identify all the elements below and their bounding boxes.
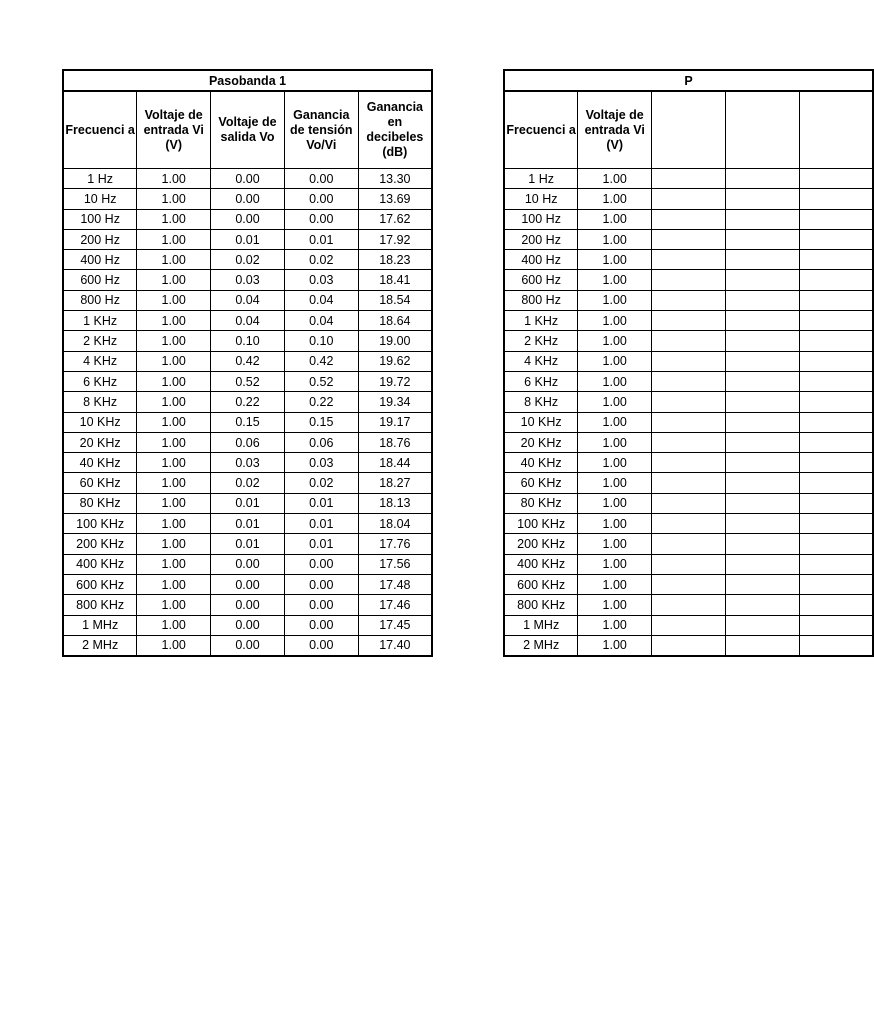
table-cell: 19.00	[358, 331, 432, 351]
data-table-partial	[503, 69, 874, 657]
table-cell	[725, 250, 799, 270]
table-cell: 18.27	[358, 473, 432, 493]
table-cell: 0.00	[211, 595, 285, 615]
table-cell: 800 KHz	[504, 595, 578, 615]
table-body	[504, 169, 873, 657]
table-cell: 800 Hz	[504, 290, 578, 310]
table-cell: 4 KHz	[63, 351, 137, 371]
table-cell: 18.64	[358, 311, 432, 331]
table-cell: 1.00	[578, 554, 652, 574]
table-cell: 600 KHz	[504, 574, 578, 594]
table-cell	[799, 595, 873, 615]
table-cell: 1 Hz	[504, 169, 578, 189]
table-cell: 1 KHz	[63, 311, 137, 331]
table-cell: 1.00	[578, 250, 652, 270]
column-header-voltaje-salida: Voltaje de salida Vo	[211, 91, 285, 169]
table-cell	[799, 250, 873, 270]
table-cell: 20 KHz	[504, 432, 578, 452]
table-cell: 1.00	[578, 574, 652, 594]
table-cell	[652, 615, 726, 635]
table-cell: 0.01	[284, 493, 358, 513]
table-cell: 0.00	[284, 574, 358, 594]
table-cell: 1.00	[578, 635, 652, 656]
table-cell: 0.01	[284, 534, 358, 554]
table-cell: 0.06	[211, 432, 285, 452]
table-cell	[725, 311, 799, 331]
table-cell: 18.23	[358, 250, 432, 270]
table-cell: 1.00	[578, 473, 652, 493]
table-cell	[799, 392, 873, 412]
table-row	[504, 189, 873, 209]
table-cell: 0.04	[284, 290, 358, 310]
table-cell: 1.00	[578, 229, 652, 249]
table-cell: 1.00	[137, 554, 211, 574]
table-cell	[725, 595, 799, 615]
table-cell: 1.00	[578, 432, 652, 452]
table-row	[504, 554, 873, 574]
table-cell: 0.00	[284, 169, 358, 189]
table-cell: 17.76	[358, 534, 432, 554]
table-cell: 40 KHz	[504, 453, 578, 473]
table-cell: 18.04	[358, 514, 432, 534]
table-cell: 0.04	[284, 311, 358, 331]
table-row	[504, 351, 873, 371]
table-cell	[652, 473, 726, 493]
column-header-voltaje-entrada: Voltaje de entrada Vi (V)	[137, 91, 211, 169]
table-cell: 19.34	[358, 392, 432, 412]
table-cell: 0.03	[284, 270, 358, 290]
table-cell	[652, 351, 726, 371]
table-cell: 1.00	[578, 615, 652, 635]
table-cell	[652, 574, 726, 594]
table-cell: 0.15	[284, 412, 358, 432]
table-cell: 1.00	[578, 412, 652, 432]
table-row	[504, 635, 873, 656]
table-row	[504, 412, 873, 432]
table-cell	[799, 189, 873, 209]
table-row	[504, 331, 873, 351]
table-cell: 0.03	[284, 453, 358, 473]
table-cell	[725, 635, 799, 656]
table-row	[504, 432, 873, 452]
table-cell	[725, 554, 799, 574]
table-cell: 0.10	[284, 331, 358, 351]
table-cell: 1.00	[137, 331, 211, 351]
table-cell: 1.00	[137, 412, 211, 432]
table-cell: 1.00	[137, 534, 211, 554]
table-cell	[799, 493, 873, 513]
table-cell: 19.62	[358, 351, 432, 371]
table-cell	[652, 514, 726, 534]
table-cell	[725, 270, 799, 290]
table-cell: 400 KHz	[63, 554, 137, 574]
table-cell: 1 KHz	[504, 311, 578, 331]
table-cell: 17.48	[358, 574, 432, 594]
table-cell	[799, 635, 873, 656]
table-cell: 100 KHz	[504, 514, 578, 534]
table-cell: 1.00	[578, 351, 652, 371]
table-cell: 1.00	[137, 615, 211, 635]
table-row	[504, 574, 873, 594]
table-cell: 1.00	[137, 371, 211, 391]
table-cell	[652, 311, 726, 331]
table-cell: 17.92	[358, 229, 432, 249]
table-cell	[652, 290, 726, 310]
table-cell: 0.06	[284, 432, 358, 452]
table-cell: 1.00	[578, 209, 652, 229]
table-cell: 10 Hz	[63, 189, 137, 209]
table-cell: 0.00	[211, 209, 285, 229]
table-cell: 1.00	[578, 453, 652, 473]
table-cell	[652, 270, 726, 290]
column-header-empty	[725, 91, 799, 169]
table-cell: 0.10	[211, 331, 285, 351]
column-header-empty	[799, 91, 873, 169]
table-cell: 0.04	[211, 290, 285, 310]
table-cell: 1.00	[137, 311, 211, 331]
table-row	[504, 514, 873, 534]
table-cell	[799, 371, 873, 391]
table-cell: 0.22	[211, 392, 285, 412]
table-cell: 0.01	[211, 534, 285, 554]
table-cell: 18.13	[358, 493, 432, 513]
table-cell: 60 KHz	[63, 473, 137, 493]
table-cell: 100 Hz	[504, 209, 578, 229]
table-cell	[652, 412, 726, 432]
table-cell: 1.00	[578, 169, 652, 189]
table-cell	[725, 574, 799, 594]
table-row	[504, 615, 873, 635]
table-row	[504, 209, 873, 229]
table-cell	[725, 392, 799, 412]
table-cell: 2 MHz	[63, 635, 137, 656]
table-cell: 17.45	[358, 615, 432, 635]
table-cell	[799, 169, 873, 189]
table-row	[504, 250, 873, 270]
table-cell	[652, 209, 726, 229]
table-cell: 20 KHz	[63, 432, 137, 452]
table-cell: 800 KHz	[63, 595, 137, 615]
table-cell: 0.42	[211, 351, 285, 371]
table-cell	[652, 432, 726, 452]
table-cell: 1.00	[578, 371, 652, 391]
table-cell: 0.00	[284, 635, 358, 656]
table-cell	[725, 534, 799, 554]
table-cell: 0.00	[284, 554, 358, 574]
table-cell: 60 KHz	[504, 473, 578, 493]
column-header-voltaje-entrada: Voltaje de entrada Vi (V)	[578, 91, 652, 169]
table-cell: 1.00	[137, 189, 211, 209]
table-cell: 18.76	[358, 432, 432, 452]
table-row	[504, 453, 873, 473]
table-cell	[799, 351, 873, 371]
table-cell: 600 KHz	[63, 574, 137, 594]
table-cell: 0.02	[211, 473, 285, 493]
table-cell: 1.00	[578, 595, 652, 615]
table-cell: 10 Hz	[504, 189, 578, 209]
table-cell: 1.00	[137, 453, 211, 473]
column-header-ganancia-db: Ganancia en decibeles (dB)	[358, 91, 432, 169]
table-cell: 1.00	[137, 270, 211, 290]
table-cell: 800 Hz	[63, 290, 137, 310]
table-cell	[799, 514, 873, 534]
table-cell: 1.00	[578, 290, 652, 310]
table-cell: 1.00	[578, 493, 652, 513]
table-cell: 0.01	[211, 493, 285, 513]
table-cell	[725, 493, 799, 513]
table-cell	[725, 169, 799, 189]
table-cell	[652, 635, 726, 656]
table-cell	[652, 554, 726, 574]
table-cell: 2 MHz	[504, 635, 578, 656]
table-cell: 0.22	[284, 392, 358, 412]
table-cell: 0.42	[284, 351, 358, 371]
table-cell: 17.46	[358, 595, 432, 615]
table-cell	[652, 392, 726, 412]
table-cell: 0.00	[211, 615, 285, 635]
table-cell	[799, 432, 873, 452]
table-cell	[799, 209, 873, 229]
table-cell: 0.01	[284, 229, 358, 249]
table-cell: 0.01	[284, 514, 358, 534]
table-cell: 17.40	[358, 635, 432, 656]
table-cell: 600 Hz	[63, 270, 137, 290]
table-cell: 4 KHz	[504, 351, 578, 371]
table-cell: 1.00	[578, 392, 652, 412]
table-cell: 1.00	[137, 514, 211, 534]
table-cell: 100 KHz	[63, 514, 137, 534]
table-cell	[725, 351, 799, 371]
column-header-empty	[652, 91, 726, 169]
table-cell: 0.00	[284, 189, 358, 209]
table-cell	[652, 595, 726, 615]
table-cell	[799, 290, 873, 310]
table-cell: 200 KHz	[504, 534, 578, 554]
table-cell: 17.62	[358, 209, 432, 229]
table-cell: 1.00	[578, 514, 652, 534]
column-header-ganancia-tension: Ganancia de tensión Vo/Vi	[284, 91, 358, 169]
table-cell: 18.44	[358, 453, 432, 473]
table-cell: 10 KHz	[63, 412, 137, 432]
table-row	[504, 371, 873, 391]
table-title: Pasobanda 1	[63, 70, 432, 91]
table-cell: 400 Hz	[63, 250, 137, 270]
table-cell	[725, 473, 799, 493]
table-cell: 0.02	[284, 250, 358, 270]
table-cell: 1.00	[137, 229, 211, 249]
table-cell	[725, 290, 799, 310]
table-cell: 40 KHz	[63, 453, 137, 473]
table-cell	[652, 189, 726, 209]
table-cell: 1.00	[578, 331, 652, 351]
table-cell	[725, 615, 799, 635]
table-cell	[725, 189, 799, 209]
table-cell	[652, 169, 726, 189]
table-cell: 0.03	[211, 270, 285, 290]
table-cell	[799, 412, 873, 432]
table-cell: 200 KHz	[63, 534, 137, 554]
table-cell: 0.02	[211, 250, 285, 270]
table-cell: 1.00	[137, 595, 211, 615]
table-cell: 18.54	[358, 290, 432, 310]
table-cell: 0.52	[284, 371, 358, 391]
table-cell: 0.00	[211, 574, 285, 594]
table-cell: 10 KHz	[504, 412, 578, 432]
table-cell	[799, 331, 873, 351]
table-cell	[652, 229, 726, 249]
table-cell: 1.00	[578, 311, 652, 331]
table-cell: 1.00	[137, 250, 211, 270]
table-cell	[799, 615, 873, 635]
table-cell: 13.69	[358, 189, 432, 209]
table-cell: 0.00	[211, 189, 285, 209]
table-cell	[652, 493, 726, 513]
table-cell: 1.00	[137, 290, 211, 310]
table-cell	[725, 432, 799, 452]
table-cell	[799, 554, 873, 574]
table-cell	[725, 453, 799, 473]
table-cell: 19.72	[358, 371, 432, 391]
table-cell: 1.00	[137, 432, 211, 452]
table-cell	[652, 371, 726, 391]
table-cell: 400 Hz	[504, 250, 578, 270]
table-cell: 8 KHz	[63, 392, 137, 412]
table-cell: 600 Hz	[504, 270, 578, 290]
table-cell: 6 KHz	[63, 371, 137, 391]
table-cell	[725, 331, 799, 351]
table-cell: 400 KHz	[504, 554, 578, 574]
table-cell: 1.00	[137, 209, 211, 229]
table-cell: 1.00	[137, 169, 211, 189]
table-cell: 6 KHz	[504, 371, 578, 391]
table-cell: 1 Hz	[63, 169, 137, 189]
table-cell	[725, 371, 799, 391]
table-row	[504, 392, 873, 412]
table-cell	[799, 453, 873, 473]
table-cell	[652, 534, 726, 554]
table-cell: 0.00	[284, 209, 358, 229]
table-cell: 18.41	[358, 270, 432, 290]
table-cell	[652, 250, 726, 270]
table-cell: 0.00	[211, 635, 285, 656]
table-cell: 1.00	[578, 534, 652, 554]
table-cell: 1 MHz	[63, 615, 137, 635]
table-cell: 13.30	[358, 169, 432, 189]
table-cell	[799, 311, 873, 331]
table-cell: 0.04	[211, 311, 285, 331]
table-cell	[725, 209, 799, 229]
table-row	[504, 493, 873, 513]
table-cell: 1.00	[137, 635, 211, 656]
table-cell	[652, 331, 726, 351]
table-cell: 0.02	[284, 473, 358, 493]
table-cell: 0.03	[211, 453, 285, 473]
table-cell: 1.00	[137, 392, 211, 412]
table-cell	[725, 412, 799, 432]
table-row	[504, 169, 873, 189]
table-row	[504, 595, 873, 615]
table-title: P	[504, 70, 873, 91]
table-cell: 0.00	[211, 169, 285, 189]
table-cell: 0.00	[211, 554, 285, 574]
table-row	[504, 229, 873, 249]
table-cell: 2 KHz	[63, 331, 137, 351]
table-cell: 1.00	[137, 574, 211, 594]
table-cell: 0.01	[211, 514, 285, 534]
table-cell: 1.00	[137, 351, 211, 371]
table-row	[504, 290, 873, 310]
table-cell: 0.01	[211, 229, 285, 249]
table-cell: 80 KHz	[63, 493, 137, 513]
table-row	[504, 473, 873, 493]
table-row	[504, 311, 873, 331]
table-cell: 19.17	[358, 412, 432, 432]
table-cell: 1.00	[578, 270, 652, 290]
table-cell: 1.00	[137, 473, 211, 493]
table-cell	[725, 229, 799, 249]
table-cell: 17.56	[358, 554, 432, 574]
table-cell: 100 Hz	[63, 209, 137, 229]
table-cell	[652, 453, 726, 473]
table-cell: 200 Hz	[504, 229, 578, 249]
table-cell	[799, 270, 873, 290]
table-cell: 0.00	[284, 615, 358, 635]
table-row	[504, 534, 873, 554]
table-cell	[725, 514, 799, 534]
table-cell: 1 MHz	[504, 615, 578, 635]
table-cell: 0.15	[211, 412, 285, 432]
column-header-frecuencia: Frecuenci a	[63, 91, 137, 169]
table-cell	[799, 574, 873, 594]
table-cell	[799, 534, 873, 554]
table-cell	[799, 473, 873, 493]
table-cell: 80 KHz	[504, 493, 578, 513]
table-cell: 1.00	[578, 189, 652, 209]
table-cell: 0.52	[211, 371, 285, 391]
table-row	[504, 270, 873, 290]
table-cell: 8 KHz	[504, 392, 578, 412]
table-cell: 2 KHz	[504, 331, 578, 351]
table-cell: 1.00	[137, 493, 211, 513]
table-cell: 0.00	[284, 595, 358, 615]
column-header-frecuencia: Frecuenci a	[504, 91, 578, 169]
table-cell	[799, 229, 873, 249]
table-cell: 200 Hz	[63, 229, 137, 249]
